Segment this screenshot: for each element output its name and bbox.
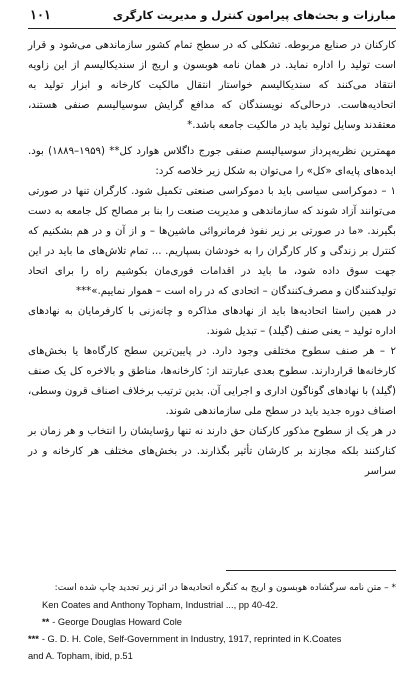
footnote-marker: ***	[28, 634, 39, 644]
footnote-divider	[226, 570, 396, 571]
body-text	[28, 36, 396, 482]
paragraph: ۲ – هر صنف سطوح مختلفی وجود دارد. در پایین‌ترین سطح کارگاه‌ها یا بخش‌های کارخانه‌ها قراردارند. سطوح بعدی عبارتند از: کارخانه‌ها، مناطق و بالاخره کل یک صنف (گیلد) با نهادهای گوناگون اداری و اجرایی آن. بدین ترتیب برخلاف اصناف قرون وسطی، اصناف دوره جدید باید در سطح ملی سازماندهی شوند.	[28, 346, 396, 417]
footnote-text: - George Douglas Howard Cole	[52, 617, 182, 627]
footnote-persian: * – متن نامه سرگشاده هوبسون و اریج به کنگره اتحادیه‌ها در اثر زیر تجدید چاپ شده است:	[54, 583, 396, 593]
page-header	[28, 6, 396, 29]
footnotes	[28, 580, 396, 665]
paragraph: مهمترین نظریه‌پرداز سوسیالیسم صنفی جورج داگلاس هوارد کل** (۱۹۵۹–۱۸۸۹) بود. ایده‌های پایه‌ای «کل» را می‌توان به شکل زیر خلاصه کرد:	[28, 146, 396, 177]
footnote-marker: **	[42, 617, 50, 627]
paragraph: کارکنان در صنایع مربوطه. تشکلی که در سطح تمام کشور سازماندهی می‌شود و قرار است تولید را اداره نماید. در همان نامه هوبسون و اریج از سندیکالیسم از این زاویه انتقاد می‌کنند که سندیکالیسم خواستار انتقال مالکیت کارخانه و ابزار تولید به اتحادیه‌هاست. درحالی‌که نویسندگان که مدافع گرایش سوسیالیسم صنفی هستند، معتقدند وسایل تولید باید در مالکیت جامعه باشد.*	[28, 40, 396, 131]
paragraph: در همین راستا اتحادیه‌ها باید از نهادهای مذاکره و چانه‌زنی با کارفرمایان به نهادهای اداره تولید – یعنی صنف (گیلد) – تبدیل شوند.	[28, 306, 396, 337]
paragraph: ۱ – دموکراسی سیاسی باید با دموکراسی صنعتی تکمیل شود. کارگران تنها در صورتی می‌توانند آزاد شوند که سازماندهی و مدیریت صنعت را بنا بر مصالح کل جامعه به دست بگیرند. «ما در صورتی بر زیر نفوذ فرمانروائی ماشین‌ها – و از آن و در هم بشکنیم که کنترل بر زندگی و کار کارگران را به خودشان بسپاریم. ... تمام تلاش‌های ما باید در این جهت سوق داده شود، ما باید در اقدامات فوری‌مان بکوشیم راه را برای اتحاد تولیدکنندگان و مصرف‌کنندگان – اتحادی که در راه است – هموار نماییم.»***	[28, 186, 396, 297]
footnote-ref-1: Ken Coates and Anthony Topham, Industrial ..., pp 40-42.	[42, 600, 279, 610]
running-title: مبارزات و بحث‌های پیرامون کنترل و مدیریت کارگری	[112, 9, 396, 22]
footnote-text: - G. D. H. Cole, Self-Government in Industry, 1917, reprinted in K.Coates	[41, 634, 342, 644]
footnote-ref-2	[28, 614, 396, 631]
footnote-ref-3	[28, 631, 396, 648]
page-number: ۱۰۱	[30, 8, 51, 23]
footnote-ref-3-continued: and A. Topham, ibid, p.51	[28, 651, 133, 661]
paragraph: در هر یک از سطوح مذکور کارکنان حق دارند نه تنها رؤسایشان را انتخاب و هر زمان بر کنارکنند بلکه مجازند بر کارشان تأثیر بگذارند. در بخش‌های مختلف هر کارخانه و در سراسر	[28, 426, 396, 477]
